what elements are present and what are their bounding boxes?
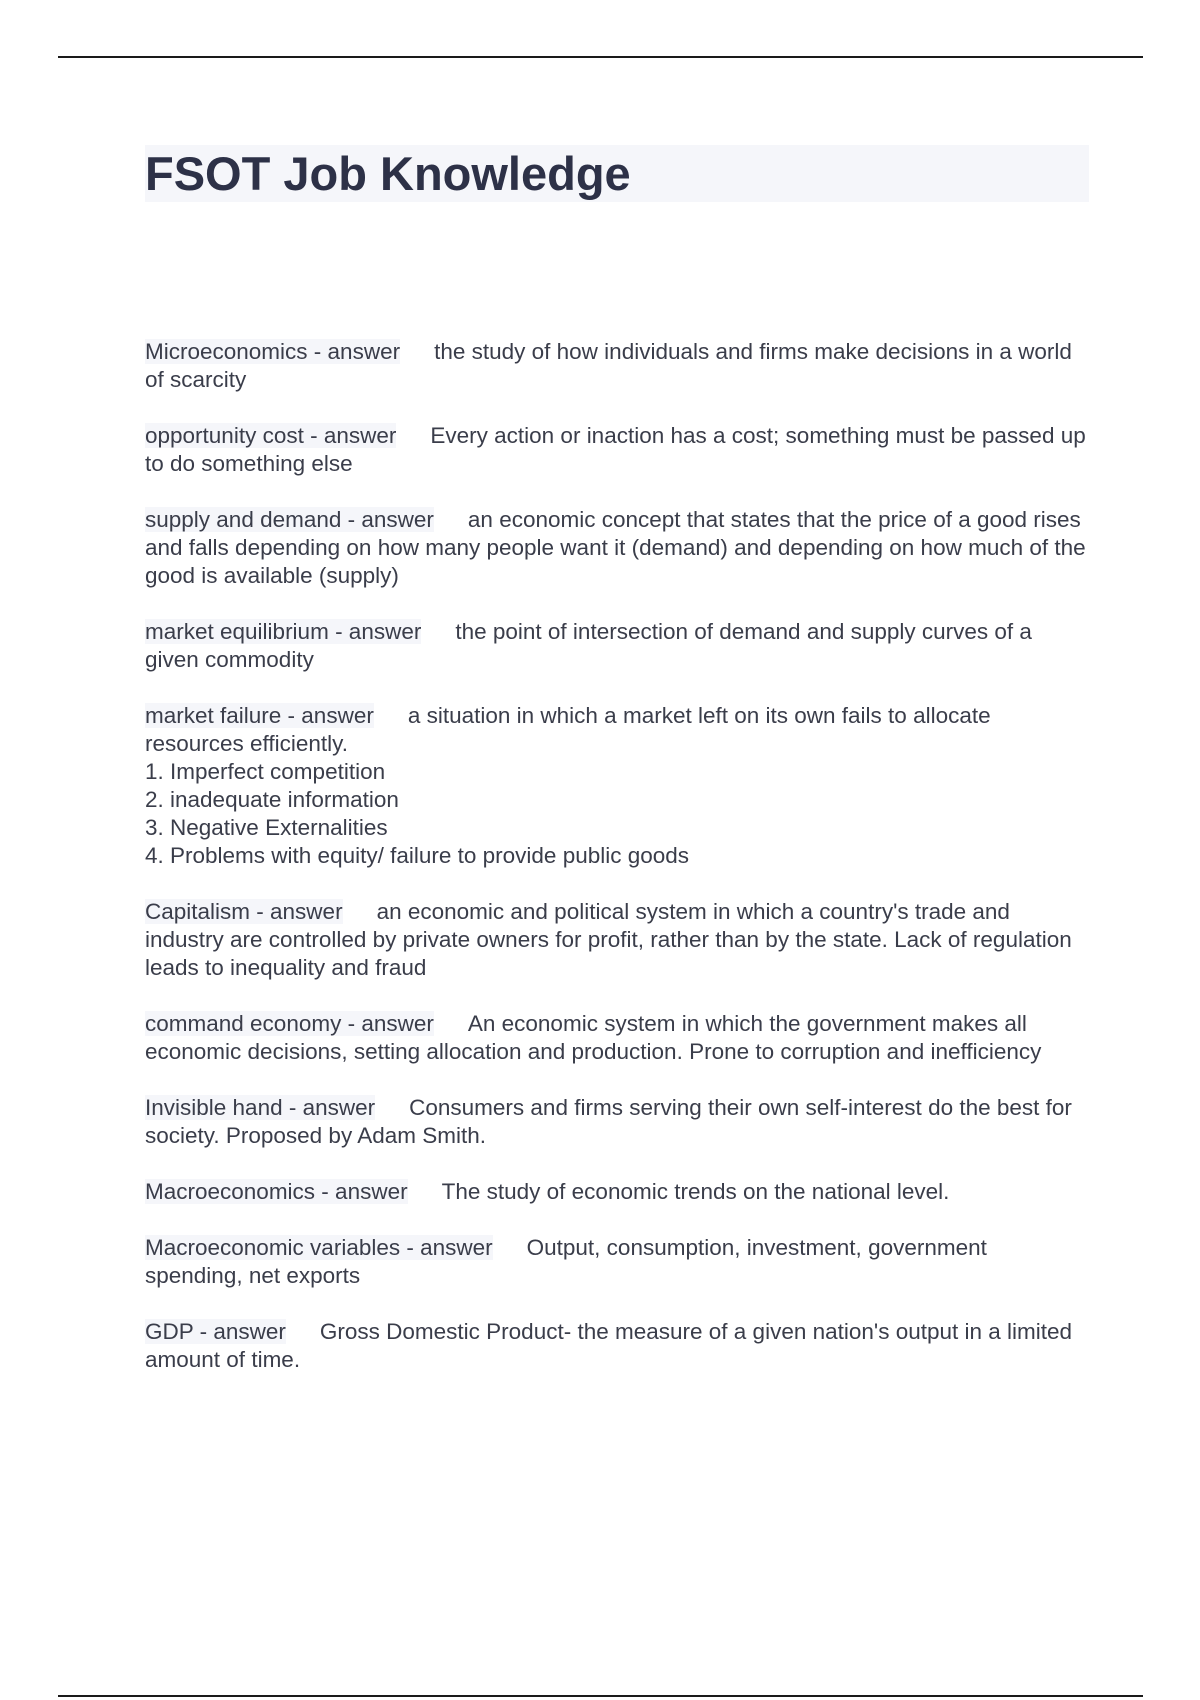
card-term: market equilibrium - answer [145, 619, 422, 644]
top-rule [58, 56, 1143, 58]
card-term: supply and demand - answer [145, 507, 434, 532]
flashcard [145, 1178, 1089, 1206]
flashcard [145, 422, 1089, 478]
card-term: Macroeconomics - answer [145, 1179, 408, 1204]
flashcard [145, 618, 1089, 674]
card-definition: Consumers and firms serving their own self-interest do the best for society. Proposed by Adam Smith. [145, 1095, 1072, 1148]
list-item: 3. Negative Externalities [145, 815, 388, 840]
page-title: FSOT Job Knowledge [145, 147, 631, 200]
card-definition: an economic concept that states that the price of a good rises and falls depending on how many people want it (demand) and depending on how much of the good is available (supply) [145, 507, 1086, 588]
flashcard [145, 1094, 1089, 1150]
flashcard [145, 1234, 1089, 1290]
list-item: 4. Problems with equity/ failure to provide public goods [145, 843, 690, 868]
card-term: opportunity cost - answer [145, 423, 397, 448]
flashcard [145, 1010, 1089, 1066]
flashcard [145, 1318, 1089, 1374]
card-definition: a situation in which a market left on its own fails to allocate resources efficiently. [145, 703, 991, 756]
card-term: Invisible hand - answer [145, 1095, 376, 1120]
card-term: market failure - answer [145, 703, 374, 728]
card-definition: Output, consumption, investment, government spending, net exports [145, 1235, 987, 1288]
card-definition: the study of how individuals and firms make decisions in a world of scarcity [145, 339, 1072, 392]
list-item: 2. inadequate information [145, 787, 399, 812]
card-term: Capitalism - answer [145, 899, 343, 924]
card-definition: the point of intersection of demand and supply curves of a given commodity [145, 619, 1032, 672]
flashcard [145, 338, 1089, 394]
card-term: command economy - answer [145, 1011, 434, 1036]
failure-causes-list [145, 758, 1089, 870]
card-term: Microeconomics - answer [145, 339, 401, 364]
flashcard [145, 506, 1089, 590]
list-item: 1. Imperfect competition [145, 759, 386, 784]
flashcard [145, 898, 1089, 982]
card-term: Macroeconomic variables - answer [145, 1235, 493, 1260]
card-definition: Gross Domestic Product- the measure of a given nation's output in a limited amount of time. [145, 1319, 1073, 1372]
bottom-rule [58, 1695, 1143, 1697]
card-definition: an economic and political system in which a country's trade and industry are controlled by private owners for profit, rather than by the state. Lack of regulation leads to inequality and fraud [145, 899, 1072, 980]
card-definition: Every action or inaction has a cost; something must be passed up to do something else [145, 423, 1086, 476]
card-term: GDP - answer [145, 1319, 286, 1344]
card-definition: An economic system in which the government makes all economic decisions, setting allocation and production. Prone to corruption and inefficiency [145, 1011, 1042, 1064]
card-definition: The study of economic trends on the national level. [441, 1179, 950, 1204]
flashcard-list [145, 338, 1089, 1402]
flashcard [145, 702, 1089, 870]
